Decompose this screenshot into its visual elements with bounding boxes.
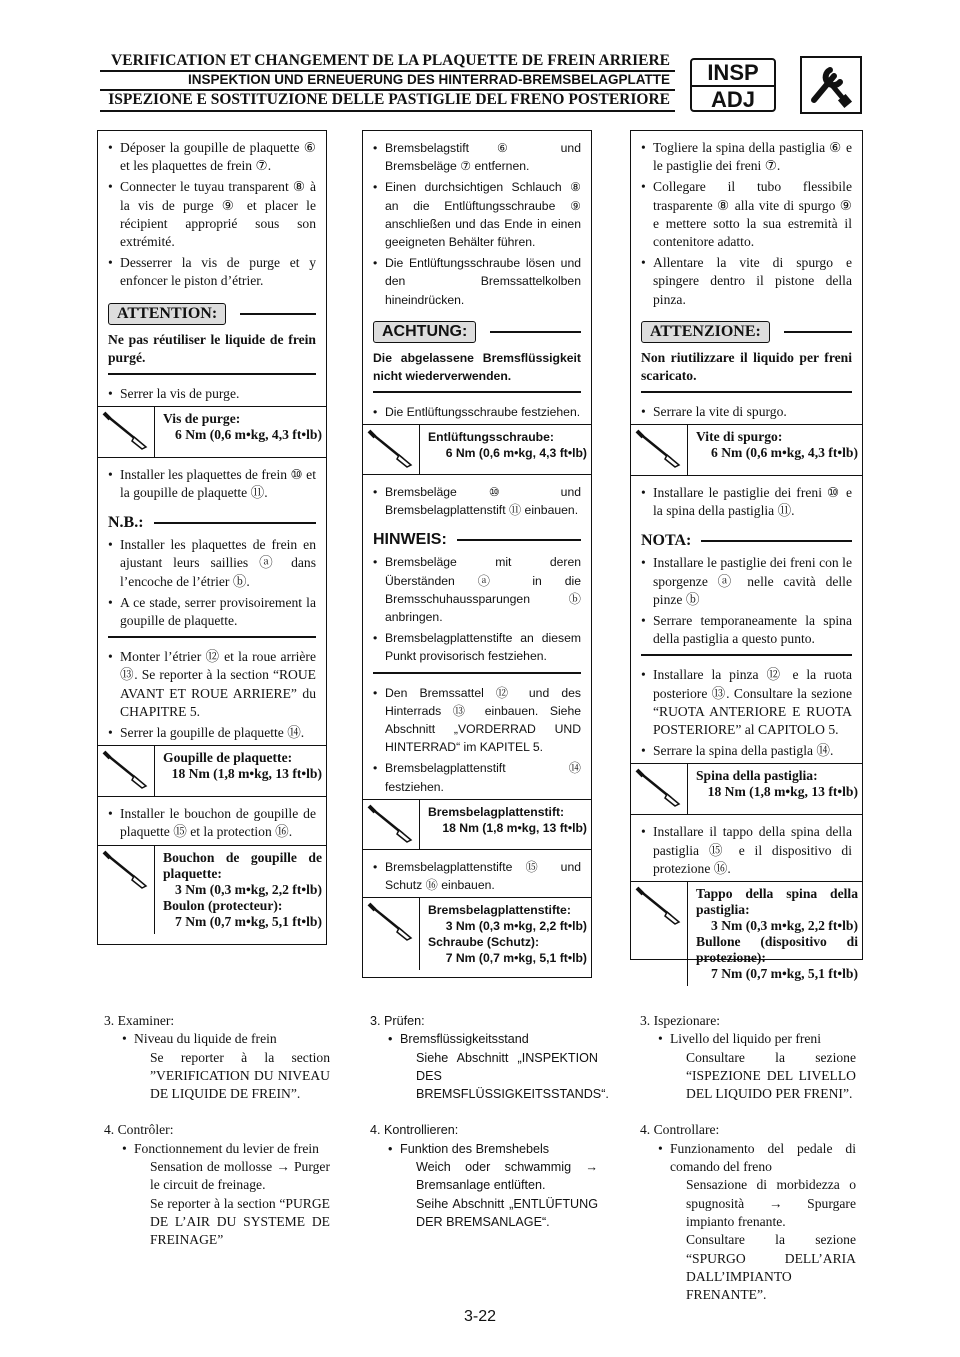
step-text: • Desserrer la vis de purge et y enfoncer le piston d’étrier.: [108, 254, 316, 290]
torque-name: Bremsbelagplattenstifte:: [428, 903, 571, 918]
step-text: • Installer les plaquettes de frein ⑩ et la goupille de plaquette ⑪.: [108, 466, 316, 502]
tag-insp: INSP: [707, 60, 759, 85]
warning-text: Ne pas réutiliser le liquide de frein purgé.: [108, 331, 316, 365]
step-text: • Serrer la goupille de plaquette ⑭.: [108, 724, 316, 742]
torque-wrench-icon: [98, 407, 154, 453]
torque-value: 7 Nm (0,7 m•kg, 5,1 ft•lb): [175, 913, 322, 929]
step-text: • Einen durchsichtigen Schlauch ⑧ an die Entlüftungsschraube ⑨ anschließen und das Ende in einen geeigneten Behälter führen.: [373, 178, 581, 251]
note-label: HINWEIS:: [373, 531, 447, 549]
torque-spec: [363, 799, 591, 850]
torque-name: Tappo della spina della pastiglia:: [696, 886, 858, 918]
torque-spec: [98, 845, 326, 934]
condition-text: Sensazione di morbidezza o spugnosità → Spurgare impianto frenante.: [686, 1177, 856, 1229]
reference-text: Consultare la sezione “SPURGO DELL’ARIA DALL’IMPIANTO FRENANTE”.: [686, 1232, 856, 1303]
step-text: • Den Bremssattel ⑫ und des Hinterrads ⑬ einbauen. Siehe Abschnitt „VORDERRAD UND HINTERRAD“ im KAPITEL 5.: [373, 684, 581, 757]
step-text: • Bremsbeläge ⑩ und Bremsbelagplattenstift ⑪ einbauen.: [373, 483, 581, 519]
torque-name: Vite di spurgo:: [696, 429, 783, 445]
section-tag: [690, 58, 776, 112]
step-text: • Monter l’étrier ⑫ et la roue arrière ⑬. Se reporter à la section “ROUE AVANT ET ROUE ARRIERE” du CHAPITRE 5.: [108, 648, 316, 721]
torque-value: 3 Nm (0,3 m•kg, 2,2 ft•lb): [175, 881, 322, 897]
torque-name: Entlüftungsschraube:: [428, 430, 554, 445]
french-inspection-steps: [104, 1012, 330, 1250]
torque-spec: [363, 424, 591, 475]
step-heading: 4. Contrôler:: [104, 1122, 174, 1138]
warning-text: Die abgelassene Bremsflüssigkeit nicht wiederverwenden.: [373, 350, 581, 383]
step-text: • Die Entlüftungsschraube festziehen.: [373, 403, 581, 421]
step-text: • Bremsbelagplattenstifte ⑮ und Schutz ⑯ einbauen.: [373, 858, 581, 894]
note-text: • Serrare temporaneamente la spina della pastiglia a questo punto.: [641, 612, 852, 648]
torque-spec: [98, 745, 326, 797]
torque-wrench-icon: [98, 846, 154, 892]
torque-name: Boulon (protecteur):: [163, 897, 283, 913]
italian-inspection-steps: [640, 1012, 856, 1304]
torque-value: 18 Nm (1,8 m•kg, 13 ft•lb): [442, 820, 587, 835]
warning-text: Non riutilizzare il liquido per freni scaricato.: [641, 349, 852, 383]
torque-name: Spina della pastiglia:: [696, 768, 818, 784]
wrench-screwdriver-icon: [800, 56, 862, 114]
torque-name: Bullone (dispositivo di protezione):: [696, 934, 858, 966]
header-rule: [100, 89, 675, 91]
torque-name: Schraube (Schutz):: [428, 935, 540, 950]
step-text: • Allentare la vite di spurgo e spingere dentro il pistone della pinza.: [641, 254, 852, 309]
french-column: [97, 130, 327, 945]
torque-wrench-icon: [631, 764, 687, 810]
step-text: • Connecter le tuyau transparent ⑧ à la vis de purge ⑨ et placer le récipient approprié sous son extrémité.: [108, 178, 316, 251]
torque-spec: [98, 406, 326, 458]
title-italian: ISPEZIONE E SOSTITUZIONE DELLE PASTIGLIE DEL FRENO POSTERIORE: [108, 91, 670, 108]
step-text: • Déposer la goupille de plaquette ⑥ et les plaquettes de frein ⑦.: [108, 139, 316, 175]
title-german: INSPEKTION UND ERNEUERUNG DES HINTERRAD-BREMSBELAGPLATTE: [187, 72, 670, 87]
torque-value: 7 Nm (0,7 m•kg, 5,1 ft•lb): [445, 951, 587, 966]
title-french: VERIFICATION ET CHANGEMENT DE LA PLAQUETTE DE FREIN ARRIERE: [111, 52, 670, 69]
torque-wrench-icon: [363, 898, 419, 944]
check-item: • Fonctionnement du levier de frein: [104, 1140, 330, 1158]
reference-text: Siehe Abschnitt „INSPEKTION DES BREMSFLÜSSIGKEITSSTANDS“.: [416, 1050, 609, 1102]
page-header: [100, 50, 860, 112]
torque-spec: [631, 881, 862, 986]
note-text: • Bremsbelagplattenstifte an diesem Punkt provisorisch festziehen.: [373, 629, 581, 665]
check-item: • Bremsflüssigkeitsstand: [370, 1030, 598, 1048]
torque-name: Goupille de plaquette:: [163, 750, 293, 766]
step-text: • Serrare la vite di spurgo.: [641, 403, 852, 421]
step-text: • Installare il tappo della spina della pastiglia ⑮ e il dispositivo di protezione ⑯.: [641, 823, 852, 878]
step-text: • Serrer la vis de purge.: [108, 385, 316, 403]
note-label: N.B.:: [108, 514, 144, 532]
torque-wrench-icon: [98, 746, 154, 792]
header-rule: [100, 110, 675, 112]
note-text: • Installare le pastiglie dei freni con le sporgenze ⓐ nelle cavità delle pinze ⓑ: [641, 554, 852, 609]
torque-wrench-icon: [363, 800, 419, 846]
step-heading: 4. Controllare:: [640, 1122, 720, 1138]
note-text: • Bremsbeläge mit deren Überständen ⓐ in die Bremsschuhaussparungen ⓑ anbringen.: [373, 553, 581, 626]
header-rule: [100, 70, 675, 72]
torque-value: 3 Nm (0,3 m•kg, 2,2 ft•lb): [445, 919, 587, 934]
step-text: • Serrare la spina della pastigla ⑭.: [641, 742, 852, 760]
torque-wrench-icon: [631, 425, 687, 471]
warning-label: ACHTUNG:: [373, 321, 476, 343]
torque-value: 3 Nm (0,3 m•kg, 2,2 ft•lb): [711, 918, 858, 934]
check-item: • Funktion des Bremshebels: [370, 1140, 598, 1158]
step-heading: 3. Prüfen:: [370, 1014, 425, 1028]
torque-wrench-icon: [363, 425, 419, 471]
german-inspection-steps: [370, 1012, 609, 1231]
torque-spec: [363, 897, 591, 970]
note-text: • Installer les plaquettes de frein en ajustant leurs saillies ⓐ dans l’encoche de l’étrier ⓑ.: [108, 536, 316, 591]
torque-name: Bremsbelagplattenstift:: [428, 804, 565, 819]
torque-name: Vis de purge:: [163, 410, 241, 426]
reference-text: Se reporter à la section “PURGE DE L’AIR DU SYSTEME DE FREINAGE”: [150, 1195, 330, 1248]
italian-column: [630, 130, 863, 982]
step-text: • Installare la pinza ⑫ e la ruota posteriore ⑬. Consultare la sezione “RUOTA ANTERIORE E RUOTA POSTERIORE” al CAPITOLO 5.: [641, 666, 852, 739]
condition-text: Sensation de mollosse → Purger le circuit de freinage.: [150, 1159, 330, 1193]
page-number: 3-22: [463, 1308, 497, 1325]
step-text: • Collegare il tubo flessibile trasparente ⑧ alla vite di spurgo ⑨ e mettere sotto la sua estremità il contenitore adatto.: [641, 178, 852, 251]
torque-value: 6 Nm (0,6 m•kg, 4,3 ft•lb): [175, 426, 322, 442]
torque-value: 7 Nm (0,7 m•kg, 5,1 ft•lb): [711, 966, 858, 982]
step-text: • Togliere la spina della pastiglia ⑥ e le pastiglie dei freni ⑦.: [641, 139, 852, 175]
torque-value: 18 Nm (1,8 m•kg, 13 ft•lb): [171, 766, 322, 782]
warning-label: ATTENZIONE:: [641, 321, 770, 343]
step-text: • Installer le bouchon de goupille de plaquette ⑮ et la protection ⑯.: [108, 805, 316, 841]
torque-name: Bouchon de goupille de plaquette:: [163, 849, 322, 881]
reference-text: Se reporter à la section ”VERIFICATION DU NIVEAU DE LIQUIDE DE FREIN”.: [150, 1049, 330, 1102]
check-item: • Livello del liquido per freni: [640, 1030, 856, 1048]
check-item: • Niveau du liquide de frein: [104, 1030, 330, 1048]
reference-text: Consultare la sezione “ISPEZIONE DEL LIVELLO DEL LIQUIDO PER FRENI”.: [686, 1049, 856, 1102]
step-text: • Bremsbelagplattenstift ⑭ festziehen.: [373, 759, 581, 795]
condition-text: Weich oder schwammig → Bremsanlage entlüften.: [416, 1160, 598, 1193]
note-text: • A ce stade, serrer provisoirement la goupille de plaquette.: [108, 594, 316, 630]
torque-value: 18 Nm (1,8 m•kg, 13 ft•lb): [707, 784, 858, 800]
step-text: • Bremsbelagstift ⑥ und Bremsbeläge ⑦ entfernen.: [373, 139, 581, 175]
step-text: • Installare le pastiglie dei freni ⑩ e la spina della pastiglia ⑪.: [641, 484, 852, 520]
torque-spec: [631, 763, 862, 815]
reference-text: Seihe Abschnitt „ENTLÜFTUNG DER BREMSANLAGE“.: [416, 1196, 598, 1229]
tag-adj: ADJ: [692, 85, 774, 112]
check-item: • Funzionamento del pedale di comando del freno: [640, 1140, 856, 1177]
step-heading: 4. Kontrollieren:: [370, 1123, 459, 1138]
step-heading: 3. Ispezionare:: [640, 1013, 721, 1028]
warning-label: ATTENTION:: [108, 303, 226, 325]
step-text: • Die Entlüftungsschraube lösen und den Bremssattelkolben hineindrücken.: [373, 254, 581, 309]
note-label: NOTA:: [641, 532, 692, 550]
torque-value: 6 Nm (0,6 m•kg, 4,3 ft•lb): [711, 445, 858, 461]
step-heading: 3. Examiner:: [104, 1013, 175, 1028]
torque-spec: [631, 424, 862, 476]
torque-value: 6 Nm (0,6 m•kg, 4,3 ft•lb): [445, 446, 587, 461]
torque-wrench-icon: [631, 882, 687, 928]
german-column: [362, 130, 592, 978]
